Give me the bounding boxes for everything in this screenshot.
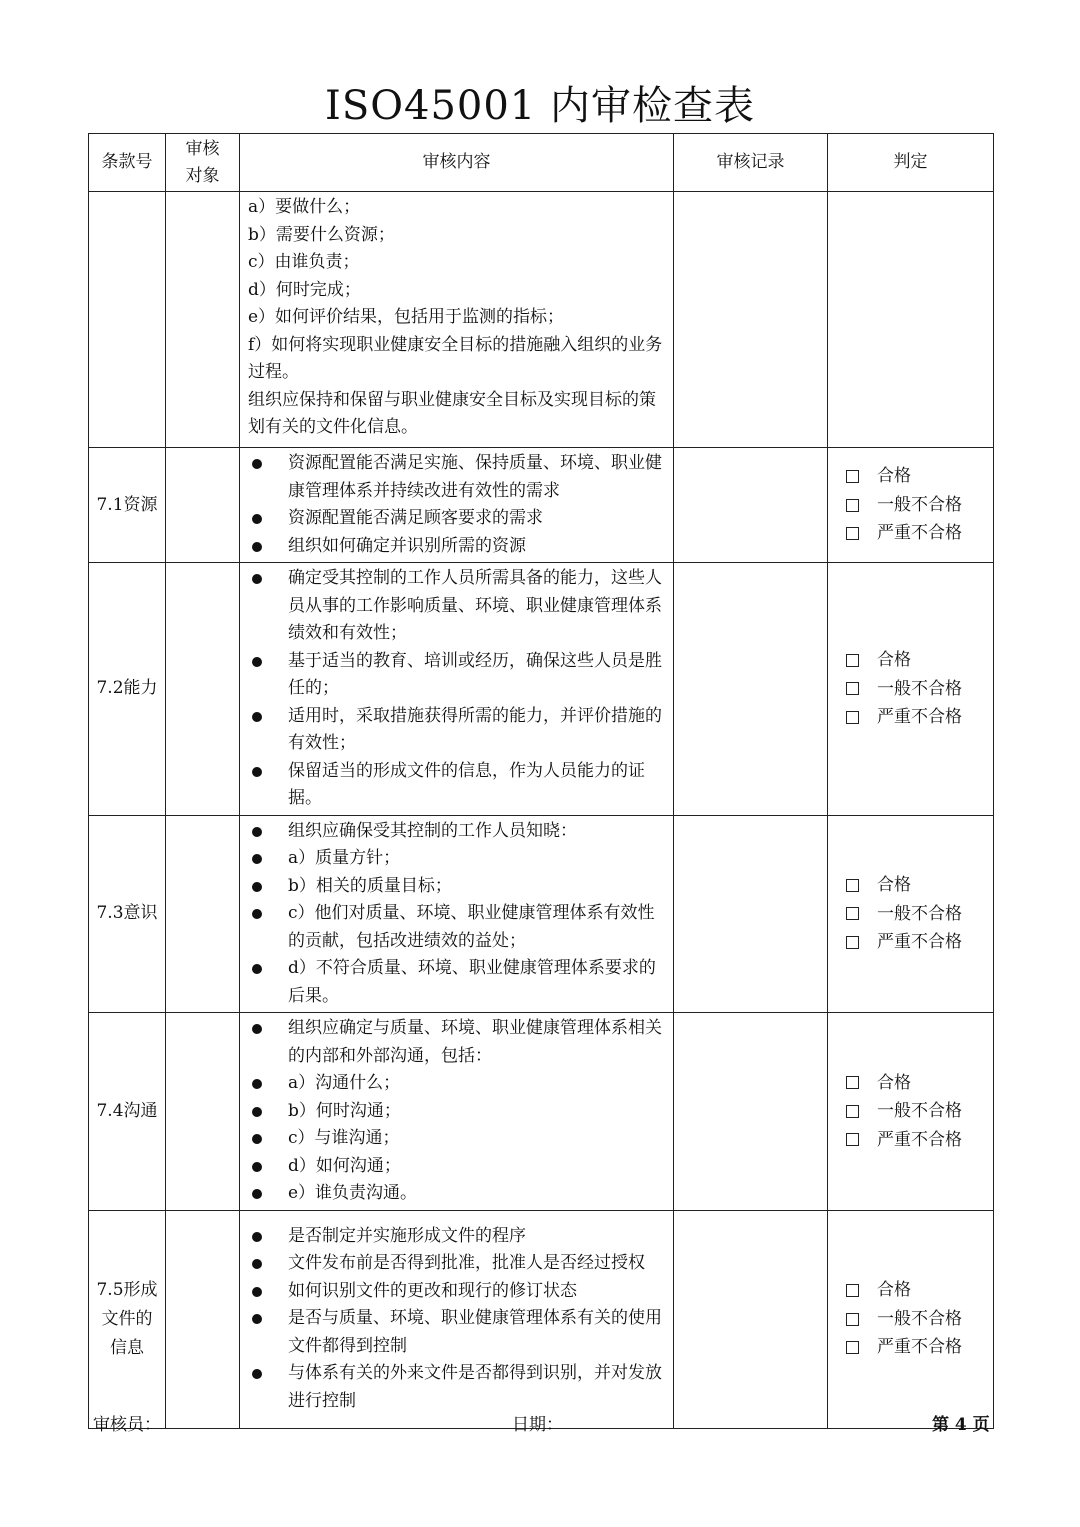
- header-clause: 条款号: [89, 134, 166, 192]
- table-row-7-1: [89, 448, 994, 563]
- option-major-nc[interactable]: 严重不合格: [846, 519, 993, 548]
- judgement-cell: [828, 192, 994, 448]
- list-item: 基于适当的教育、培训或经历，确保这些人员是胜任的；: [248, 648, 665, 703]
- list-item: 保留适当的形成文件的信息，作为人员能力的证据。: [248, 758, 665, 813]
- record-cell[interactable]: [674, 815, 828, 1013]
- content-cell: [240, 1013, 674, 1211]
- table-row-7-4: [89, 1013, 994, 1211]
- judgement-cell: [828, 448, 994, 563]
- checkbox-icon[interactable]: [846, 936, 859, 949]
- checkbox-icon[interactable]: [846, 527, 859, 540]
- list-item: d）不符合质量、环境、职业健康管理体系要求的后果。: [248, 955, 665, 1010]
- list-item: 组织应确定与质量、环境、职业健康管理体系相关的内部和外部沟通，包括：: [248, 1015, 665, 1070]
- option-major-nc[interactable]: 严重不合格: [846, 928, 993, 957]
- option-major-nc[interactable]: 严重不合格: [846, 1333, 993, 1362]
- table-row-7-3: [89, 815, 994, 1013]
- checkbox-icon[interactable]: [846, 879, 859, 892]
- list-item: e）谁负责沟通。: [248, 1180, 665, 1208]
- checkbox-icon[interactable]: [846, 1133, 859, 1146]
- option-minor-nc[interactable]: 一般不合格: [846, 675, 993, 704]
- record-cell[interactable]: [674, 563, 828, 816]
- header-judgement: 判定: [828, 134, 994, 192]
- content-line: 组织应保持和保留与职业健康安全目标及实现目标的策划有关的文件化信息。: [248, 389, 656, 437]
- list-item: 资源配置能否满足顾客要求的需求: [248, 505, 665, 533]
- checkbox-icon[interactable]: [846, 1284, 859, 1297]
- content-line: a）要做什么；: [248, 197, 361, 217]
- checkbox-icon[interactable]: [846, 907, 859, 920]
- list-item: 资源配置能否满足实施、保持质量、环境、职业健康管理体系并持续改进有效性的需求: [248, 450, 665, 505]
- option-pass[interactable]: 合格: [846, 1276, 993, 1305]
- object-cell: [166, 815, 240, 1013]
- table-row-7-5: [89, 1210, 994, 1428]
- object-cell: [166, 1210, 240, 1428]
- list-item: b）何时沟通；: [248, 1098, 665, 1126]
- list-item: c）与谁沟通；: [248, 1125, 665, 1153]
- object-cell: [166, 448, 240, 563]
- content-cell: [240, 563, 674, 816]
- option-pass[interactable]: 合格: [846, 871, 993, 900]
- option-minor-nc[interactable]: 一般不合格: [846, 491, 993, 520]
- content-cell: [240, 815, 674, 1013]
- option-pass[interactable]: 合格: [846, 1069, 993, 1098]
- checkbox-icon[interactable]: [846, 682, 859, 695]
- list-item: a）质量方针；: [248, 845, 665, 873]
- option-major-nc[interactable]: 严重不合格: [846, 703, 993, 732]
- checkbox-icon[interactable]: [846, 499, 859, 512]
- checkbox-icon[interactable]: [846, 711, 859, 724]
- record-cell[interactable]: [674, 1013, 828, 1211]
- header-object: 审核对象: [166, 134, 240, 192]
- record-cell[interactable]: [674, 1210, 828, 1428]
- content-cell: [240, 448, 674, 563]
- list-item: 确定受其控制的工作人员所需具备的能力，这些人员从事的工作影响质量、环境、职业健康管理体系绩效和有效性；: [248, 565, 665, 648]
- option-major-nc[interactable]: 严重不合格: [846, 1126, 993, 1155]
- page-title: ISO45001 内审检查表: [325, 83, 755, 129]
- table-row-7-2: [89, 563, 994, 816]
- list-item: 组织应确保受其控制的工作人员知晓：: [248, 818, 665, 846]
- list-item: 如何识别文件的更改和现行的修订状态: [248, 1278, 665, 1306]
- checkbox-icon[interactable]: [846, 1105, 859, 1118]
- auditor-label: 审核员：: [93, 1415, 161, 1435]
- option-pass[interactable]: 合格: [846, 462, 993, 491]
- clause-cell: [89, 192, 166, 448]
- judgement-cell: [828, 1013, 994, 1211]
- list-item: b）相关的质量目标；: [248, 873, 665, 901]
- clause-cell: 7.3意识: [89, 815, 166, 1013]
- list-item: 文件发布前是否得到批准，批准人是否经过授权: [248, 1250, 665, 1278]
- object-cell: [166, 563, 240, 816]
- option-minor-nc[interactable]: 一般不合格: [846, 900, 993, 929]
- content-line: f）如何将实现职业健康安全目标的措施融入组织的业务过程。: [248, 334, 663, 382]
- checkbox-icon[interactable]: [846, 654, 859, 667]
- list-item: 与体系有关的外来文件是否都得到识别，并对发放进行控制: [248, 1360, 665, 1415]
- clause-cell: 7.1资源: [89, 448, 166, 563]
- option-minor-nc[interactable]: 一般不合格: [846, 1097, 993, 1126]
- clause-cell: 7.2能力: [89, 563, 166, 816]
- content-line: e）如何评价结果，包括用于监测的指标；: [248, 307, 565, 327]
- header-content: 审核内容: [240, 134, 674, 192]
- audit-checklist-table: [88, 133, 994, 1429]
- list-item: d）如何沟通；: [248, 1153, 665, 1181]
- content-line: b）需要什么资源；: [248, 224, 395, 245]
- judgement-cell: [828, 563, 994, 816]
- object-cell: [166, 1013, 240, 1211]
- checkbox-icon[interactable]: [846, 1313, 859, 1326]
- object-cell: [166, 192, 240, 448]
- option-pass[interactable]: 合格: [846, 646, 993, 675]
- checkbox-icon[interactable]: [846, 1076, 859, 1089]
- header-record: 审核记录: [674, 134, 828, 192]
- list-item: c）他们对质量、环境、职业健康管理体系有效性的贡献，包括改进绩效的益处；: [248, 900, 665, 955]
- record-cell[interactable]: [674, 192, 828, 448]
- clause-cell: 7.4沟通: [89, 1013, 166, 1211]
- table-header-row: [89, 134, 994, 192]
- content-cell: [240, 1210, 674, 1428]
- table-row-continued: [89, 192, 994, 448]
- judgement-cell: [828, 815, 994, 1013]
- date-label: 日期：: [512, 1415, 563, 1435]
- content-cell: [240, 192, 674, 448]
- content-line: d）何时完成；: [248, 279, 361, 300]
- list-item: 适用时，采取措施获得所需的能力，并评价措施的有效性；: [248, 703, 665, 758]
- list-item: 是否制定并实施形成文件的程序: [248, 1223, 665, 1251]
- content-line: c）由谁负责；: [248, 252, 360, 272]
- checkbox-icon[interactable]: [846, 1341, 859, 1354]
- record-cell[interactable]: [674, 448, 828, 563]
- option-minor-nc[interactable]: 一般不合格: [846, 1305, 993, 1334]
- list-item: 组织如何确定并识别所需的资源: [248, 533, 665, 561]
- page-number: 第 4 页: [932, 1415, 990, 1435]
- judgement-cell: [828, 1210, 994, 1428]
- clause-cell: 7.5形成文件的信息: [89, 1210, 166, 1428]
- list-item: a）沟通什么；: [248, 1070, 665, 1098]
- checkbox-icon[interactable]: [846, 470, 859, 483]
- list-item: 是否与质量、环境、职业健康管理体系有关的使用文件都得到控制: [248, 1305, 665, 1360]
